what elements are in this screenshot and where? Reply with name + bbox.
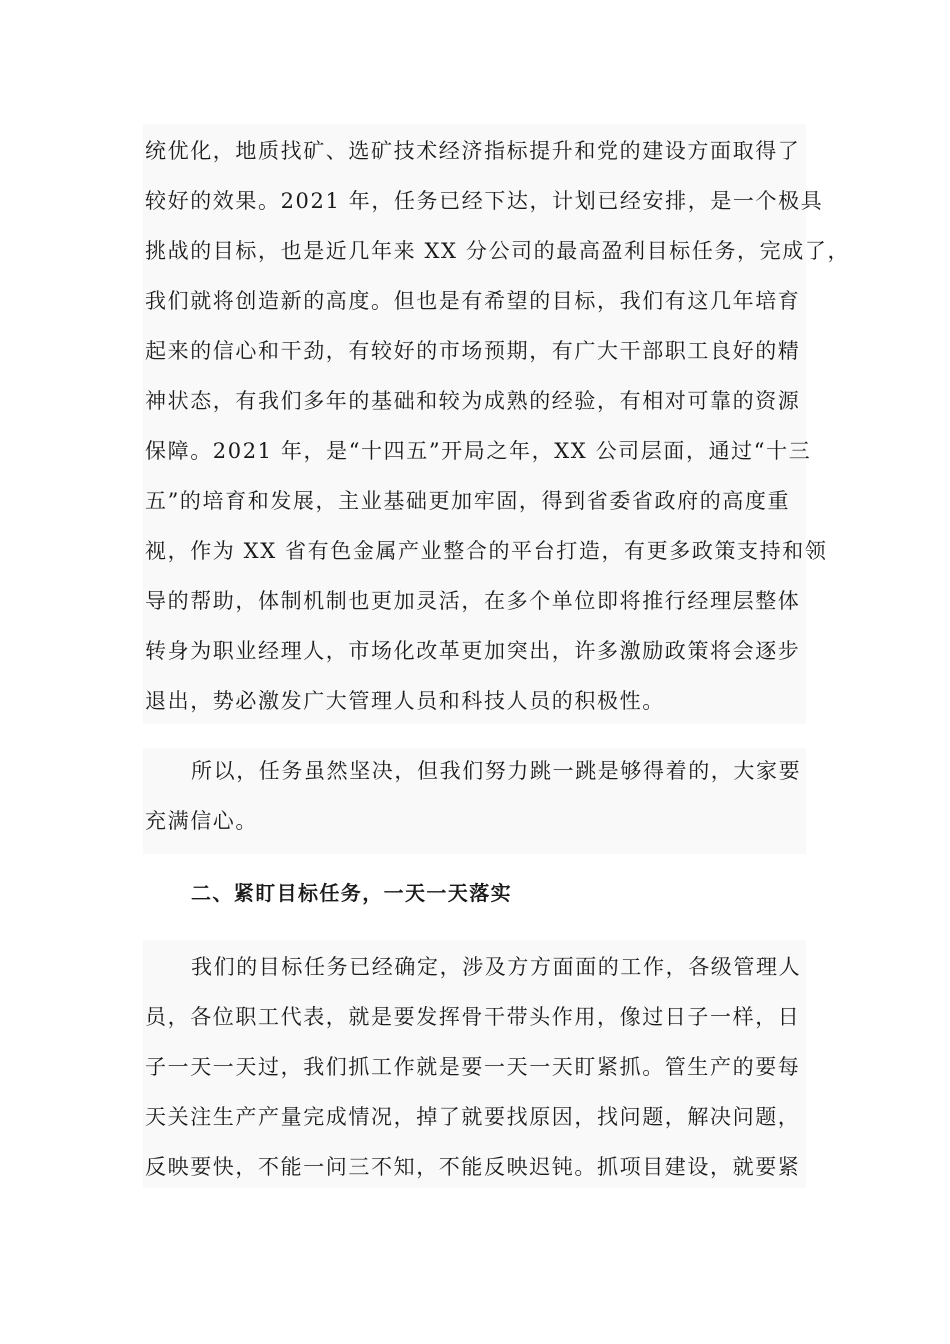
text-line: 天关注生产产量完成情况，掉了就要找原因，找问题，解决问题， [145,1105,801,1129]
text-line: 员，各位职工代表，就是要发挥骨干带头作用，像过日子一样，日 [145,1005,801,1029]
text-line: 视，作为 XX 省有色金属产业整合的平台打造，有更多政策支持和领 [145,539,828,563]
text-line: 保障。2021 年，是“十四五”开局之年，XX 公司层面，通过“十三 [145,439,812,463]
text-line: 所以，任务虽然坚决，但我们努力跳一跳是够得着的，大家要 [191,759,802,783]
text-line: 导的帮助，体制机制也更加灵活，在多个单位即将推行经理层整体 [145,589,801,613]
text-line: 子一天一天过，我们抓工作就是要一天一天盯紧抓。管生产的要每 [145,1055,801,1079]
text-line: 我们的目标任务已经确定，涉及方方面面的工作，各级管理人 [191,955,802,979]
text-line: 退出，势必激发广大管理人员和科技人员的积极性。 [145,689,665,713]
text-line: 转身为职业经理人，市场化改革更加突出，许多激励政策将会逐步 [145,639,801,663]
heading-text: 二、紧盯目标任务，一天一天落实 [191,881,512,905]
text-line: 神状态，有我们多年的基础和较为成熟的经验，有相对可靠的资源 [145,389,801,413]
text-line: 起来的信心和干劲，有较好的市场预期，有广大干部职工良好的精 [145,339,801,363]
text-line: 反映要快，不能一问三不知，不能反映迟钝。抓项目建设，就要紧 [145,1155,801,1179]
text-line: 统优化，地质找矿、选矿技术经济指标提升和党的建设方面取得了 [145,139,801,163]
text-line: 充满信心。 [145,809,258,833]
paragraph-background [143,124,806,724]
text-line: 我们就将创造新的高度。但也是有希望的目标，我们有这几年培育 [145,289,801,313]
text-line: 五”的培育和发展，主业基础更加牢固，得到省委省政府的高度重 [145,489,791,513]
text-line: 挑战的目标，也是近几年来 XX 分公司的最高盈利目标任务，完成了， [145,239,851,263]
text-line: 较好的效果。2021 年，任务已经下达，计划已经安排，是一个极具 [145,189,824,213]
